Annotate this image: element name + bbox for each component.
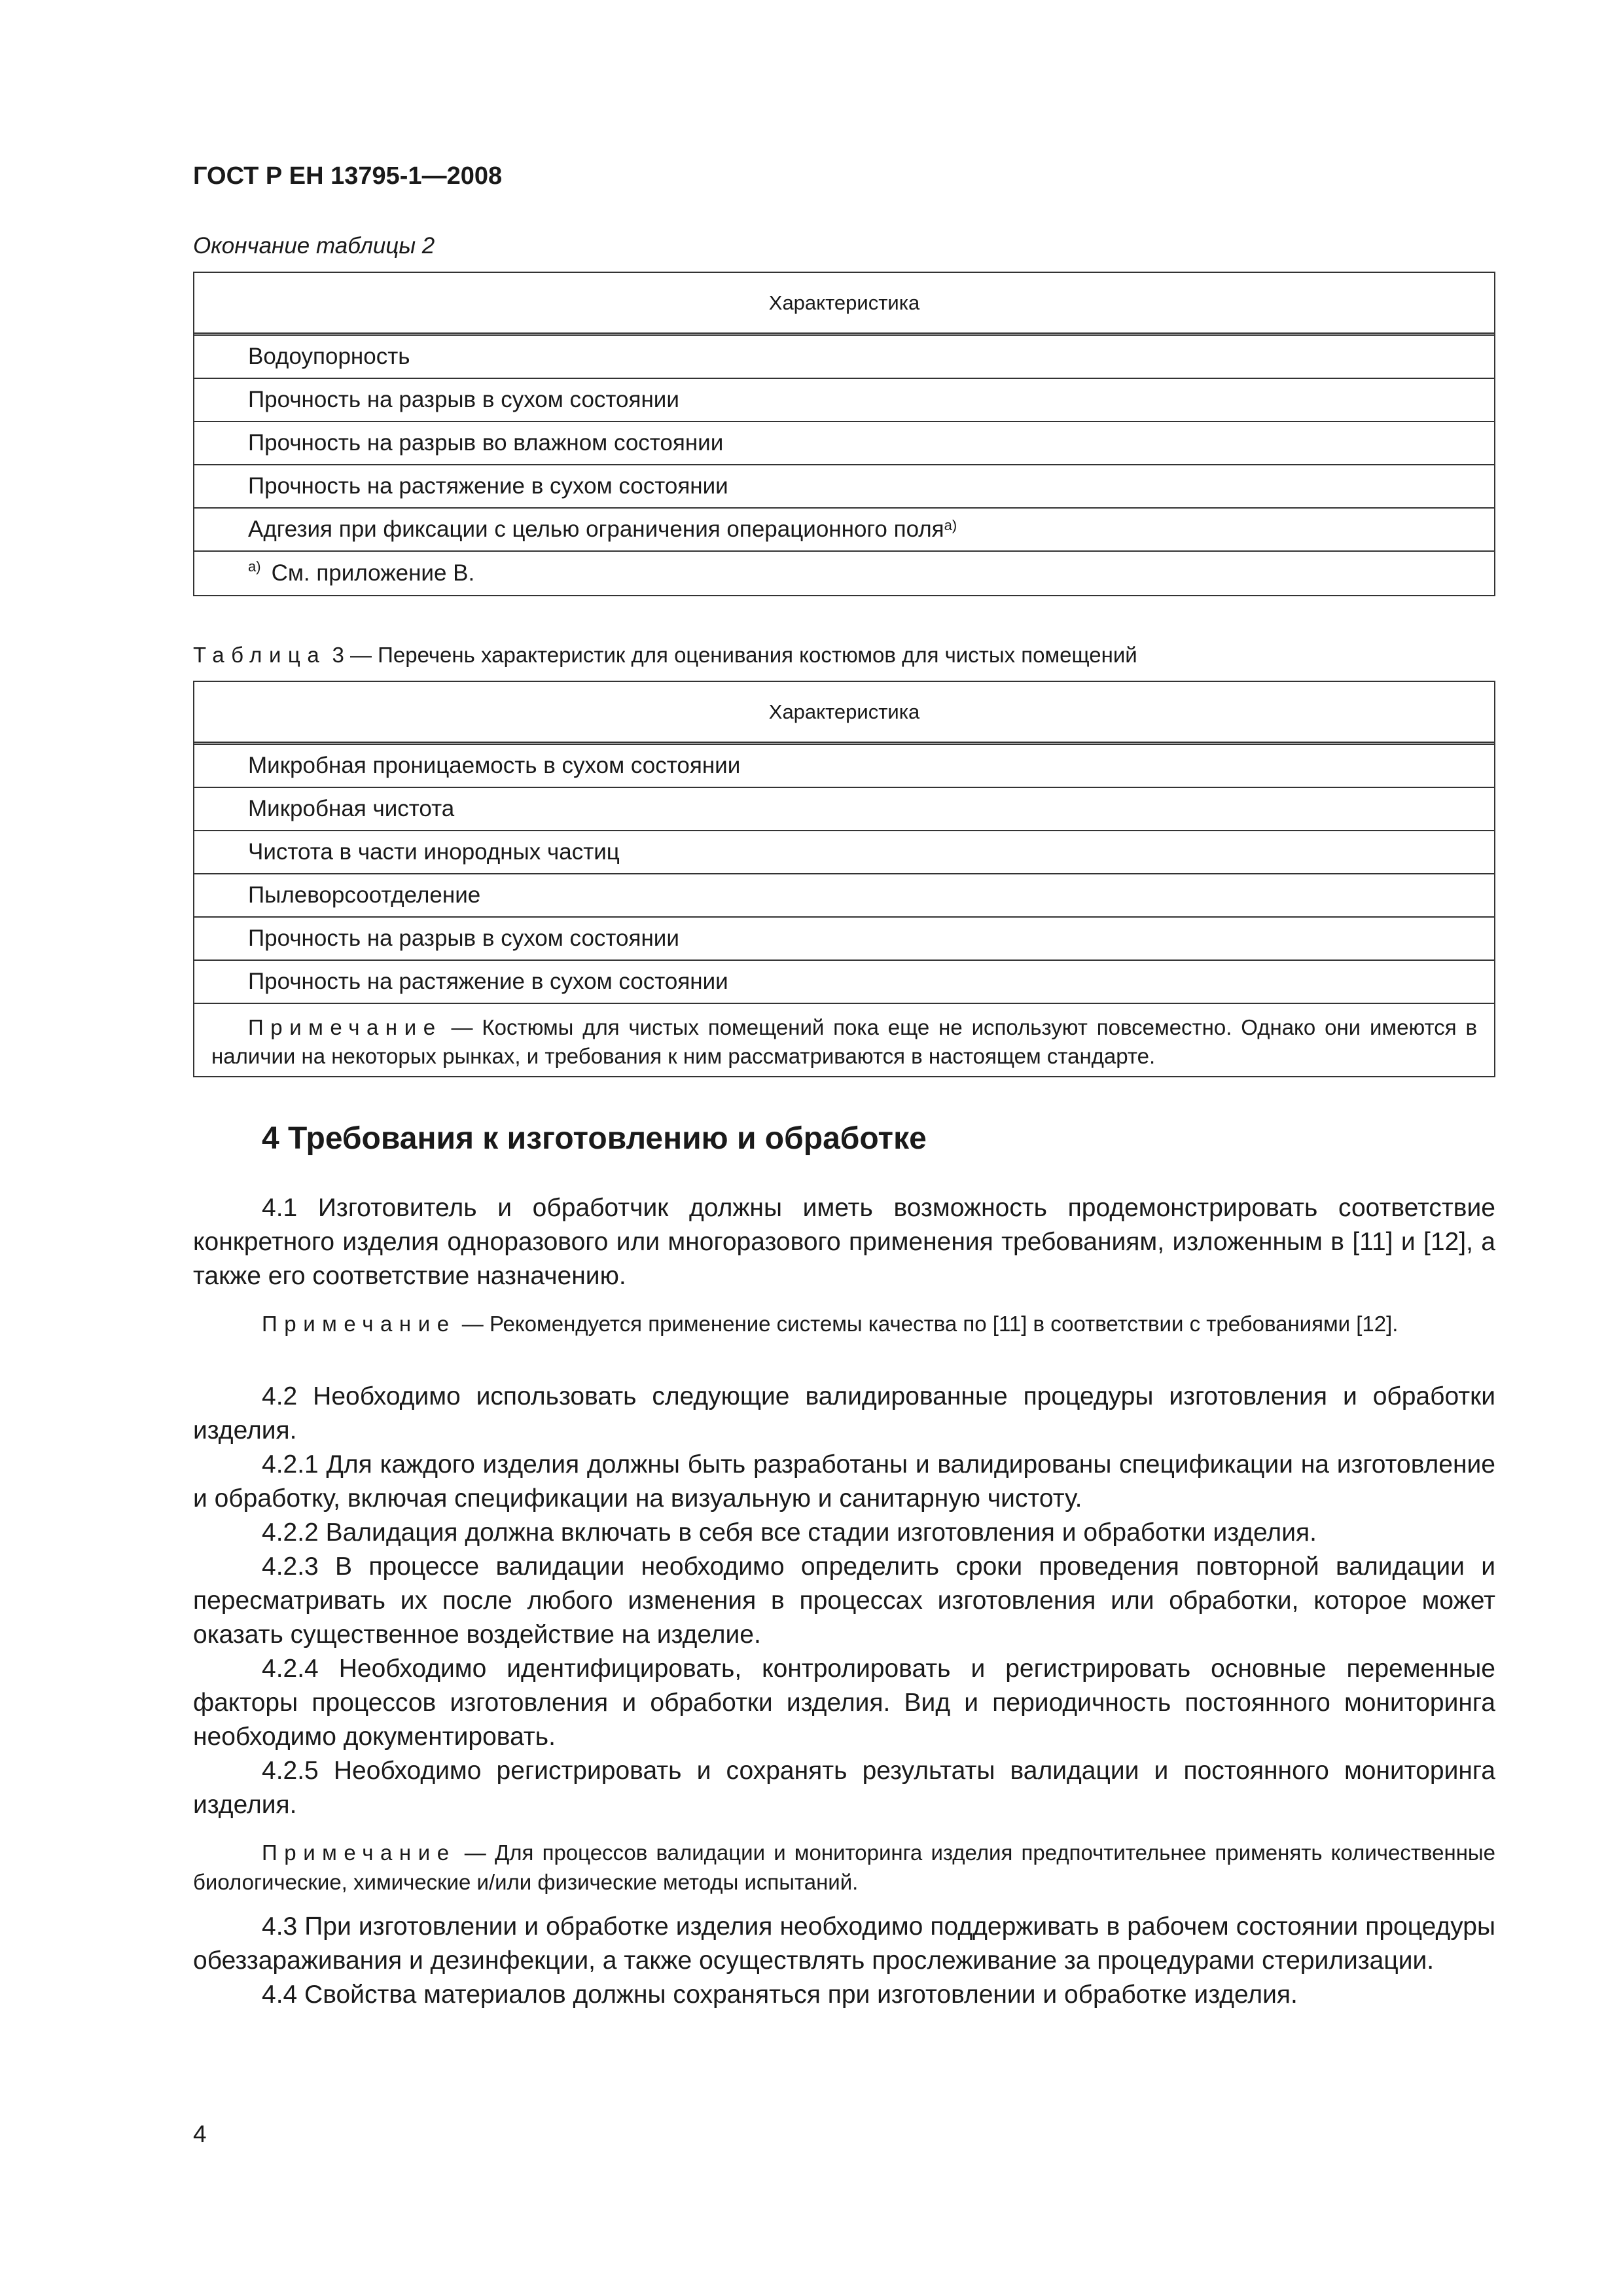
page-number: 4 <box>193 2121 207 2147</box>
footnote-reference: а) <box>944 517 957 533</box>
section-4-heading: 4 Требования к изготовлению и обработке <box>262 1121 927 1156</box>
paragraph-4-2-3: 4.2.3 В процессе валидации необходимо определить сроки проведения повторной валидации и пересматривать их после любого изменения в процессах изготовления или обработки, которое может оказать существенное воздействие на изделие. <box>193 1552 1495 1649</box>
section-4-body <box>193 1191 1495 1293</box>
table3-column-header: Характеристика <box>194 682 1494 745</box>
note-label: Примечание <box>262 1840 456 1865</box>
footnote-mark: а) <box>248 558 261 575</box>
table-row: Чистота в части инородных частиц <box>194 831 1494 874</box>
note-text: — Костюмы для чистых помещений пока еще не используют повсеместно. Однако они имеются в наличии на некоторых рынках, и требования к ним рассматриваются в настоящем стандарте. <box>211 1015 1478 1068</box>
paragraph-4-1: 4.1 Изготовитель и обработчик должны иметь возможность продемонстрировать соответствие конкретного изделия одноразового или многоразового применения требованиям, изложенным в [11] и [12], а также его соответствие назначению. <box>193 1194 1495 1290</box>
note-2-block <box>193 1838 1495 1897</box>
table3-title-text: 3 — Перечень характеристик для оценивания костюмов для чистых помещений <box>332 643 1137 667</box>
paragraph-4-2-4: 4.2.4 Необходимо идентифицировать, контролировать и регистрировать основные переменные факторы процессов изготовления и обработки изделия. Вид и периодичность постоянного мониторинга необходимо документировать. <box>193 1655 1495 1751</box>
document-code: ГОСТ Р ЕН 13795-1—2008 <box>193 162 503 190</box>
note-2 <box>193 1838 1495 1897</box>
footnote-text: См. приложение В. <box>271 560 475 586</box>
table-row: Прочность на растяжение в сухом состоянии <box>194 465 1494 509</box>
paragraph-4-2-5: 4.2.5 Необходимо регистрировать и сохранять результаты валидации и постоянного мониторинга изделия. <box>193 1757 1495 1819</box>
table-row: Прочность на растяжение в сухом состоянии <box>194 961 1494 1004</box>
note-1 <box>193 1309 1495 1338</box>
section-4-2-block <box>193 1380 1495 1822</box>
table3-title <box>193 643 1137 668</box>
table2-column-header: Характеристика <box>194 273 1494 336</box>
table3-label: Таблица <box>193 643 327 667</box>
table-row: Микробная проницаемость в сухом состоянии <box>194 745 1494 788</box>
note-text: — Для процессов валидации и мониторинга изделия предпочтительнее применять количественные биологические, химические и/или физические методы испытаний. <box>193 1840 1495 1894</box>
table3-note <box>194 1004 1494 1076</box>
table-row: Адгезия при фиксации с целью ограничения операционного поля $^{а)}$ <box>194 509 1494 552</box>
table2-continuation-caption: Окончание таблицы 2 <box>193 233 435 259</box>
table-row: Пылеворсоотделение <box>194 874 1494 918</box>
paragraph-4-2: 4.2 Необходимо использовать следующие валидированные процедуры изготовления и обработки изделия. <box>193 1382 1495 1444</box>
paragraph-4-2-2: 4.2.2 Валидация должна включать в себя все стадии изготовления и обработки изделия. <box>262 1518 1317 1547</box>
table-row: Прочность на разрыв в сухом состоянии <box>194 918 1494 961</box>
table-row: Микробная чистота <box>194 788 1494 831</box>
table-footnote <box>194 552 1494 595</box>
paragraph-4-3: 4.3 При изготовлении и обработке изделия необходимо поддерживать в рабочем состоянии процедуры обеззараживания и дезинфекции, а также осуществлять прослеживание за процедурами стерилизации. <box>193 1912 1495 1975</box>
note-1-block <box>193 1309 1495 1338</box>
section-4-3-block <box>193 1910 1495 2012</box>
table-row: Водоупорность <box>194 336 1494 379</box>
table-row: Прочность на разрыв в сухом состоянии <box>194 379 1494 422</box>
paragraph-4-2-1: 4.2.1 Для каждого изделия должны быть разработаны и валидированы спецификации на изготовление и обработку, включая спецификации на визуальную и санитарную чистоту. <box>193 1450 1495 1513</box>
note-label: Примечание <box>248 1015 442 1039</box>
paragraph-4-4: 4.4 Свойства материалов должны сохраняться при изготовлении и обработке изделия. <box>262 1981 1298 2009</box>
note-label: Примечание <box>262 1312 456 1336</box>
table-row: Прочность на разрыв во влажном состоянии <box>194 422 1494 465</box>
table3 <box>193 681 1495 1077</box>
note-text: — Рекомендуется применение системы качества по [11] в соответствии с требованиями [12]. <box>461 1312 1399 1336</box>
table2-end <box>193 272 1495 596</box>
